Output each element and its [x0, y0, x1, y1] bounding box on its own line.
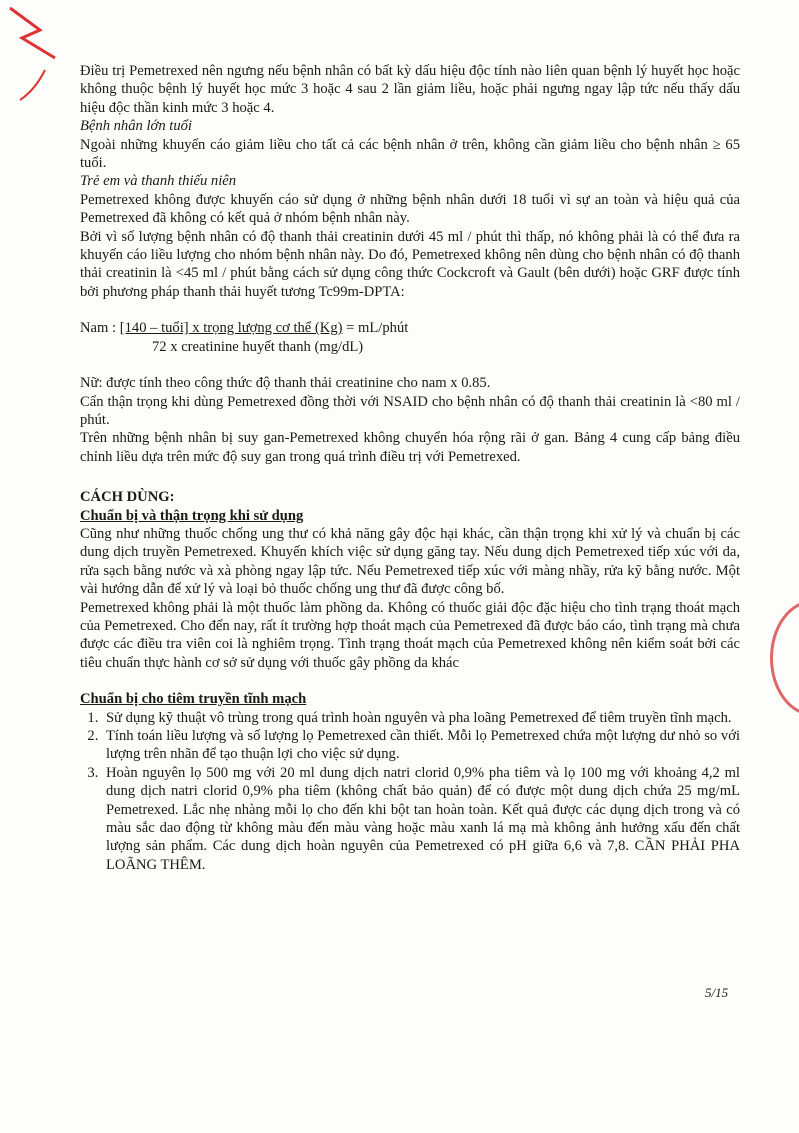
subheading-children: Trẻ em và thanh thiếu niên — [80, 173, 237, 190]
subheading-elderly: Bệnh nhân lớn tuổi — [80, 118, 192, 135]
page-number: 5/15 — [705, 985, 729, 1000]
paragraph-nsaid: Cẩn thận trọng khi dùng Pemetrexed đồng thời với NSAID cho bệnh nhân có độ thanh thải creatinin là <80 ml / phút. — [80, 393, 740, 428]
list-item: 1. Sử dụng kỹ thuật vô trùng trong quá trình hoàn nguyên và pha loãng Pemetrexed để tiêm truyền tĩnh mạch. — [102, 709, 740, 727]
iv-steps-list — [80, 709, 740, 875]
paragraph-elderly: Ngoài những khuyến cáo giảm liều cho tất cả các bệnh nhân ở trên, không cần giảm liều cho bệnh nhân ≥ 65 tuổi. — [80, 136, 740, 172]
document-body — [80, 62, 740, 874]
paragraph-extravasation: Pemetrexed không phải là một thuốc làm phồng da. Không có thuốc giải độc đặc hiệu cho tình trạng thoát mạch của Pemetrexed. Cho đến nay, rất ít trường hợp thoát mạch của Pemetrexed đã được báo cáo, tình trạng mà chưa được các điều tra viên coi là nghiêm trọng. Tình trạng thoát mạch của Pemetrexed không nên kiểm soát bởi các tiêu chuẩn thực hành cơ sở sử dụng với thuốc gây phồng da khác — [80, 599, 740, 671]
subheading-preparation: Chuẩn bị và thận trọng khi sử dụng — [80, 507, 304, 524]
paragraph-female: Nữ: được tính theo công thức độ thanh thải creatinine cho nam x 0.85. — [80, 375, 491, 392]
red-signature-mark — [0, 0, 60, 110]
paragraph-children: Pemetrexed không được khuyến cáo sử dụng ở những bệnh nhân dưới 18 tuổi vì sự an toàn và hiệu quả của Pemetrexed đã không có kết quả ở nhóm bệnh nhân này. — [80, 191, 740, 227]
list-item: 2. Tính toán liều lượng và số lượng lọ Pemetrexed cần thiết. Mỗi lọ Pemetrexed chứa một lượng dư nhỏ so với lượng trên nhãn để tạo thuận lợi cho việc sử dụng. — [102, 727, 740, 764]
paragraph-hepatic: Trên những bệnh nhân bị suy gan-Pemetrexed không chuyển hóa rộng rãi ở gan. Bảng 4 cung cấp bảng điều chỉnh liều dựa trên mức độ suy gan trong quá trình điều trị với Pemetrexed. — [80, 430, 740, 465]
formula-numerator: [140 – tuổi] x trọng lượng cơ thể (Kg) — [119, 320, 343, 337]
red-stamp — [770, 600, 799, 716]
cockcroft-gault-formula — [80, 319, 740, 356]
paragraph-handling: Cũng như những thuốc chống ung thư có khả năng gây độc hại khác, cần thận trọng khi xử lý và chuẩn bị các dung dịch truyền Pemetrexed. Khuyến khích việc sử dụng găng tay. Nếu dung dịch Pemetrexed tiếp xúc với da, rửa sạch bằng nước và xà phòng ngay lập tức. Nếu Pemetrexed tiếp xúc với màng nhầy, rửa kỹ bằng nước. Một vài hướng dẫn để xử lý và loại bỏ thuốc chống ung thư đã được công bố. — [80, 525, 740, 598]
formula-prefix: Nam : — [80, 320, 120, 337]
subheading-iv-preparation: Chuẩn bị cho tiêm truyền tĩnh mạch — [80, 691, 307, 708]
formula-denominator: 72 x creatinine huyết thanh (mg/dL) — [152, 338, 364, 355]
heading-usage: CÁCH DÙNG: — [80, 489, 175, 506]
formula-suffix: = mL/phút — [342, 320, 409, 337]
paragraph-creatinine: Bởi vì số lượng bệnh nhân có độ thanh thải creatinin dưới 45 ml / phút thì thấp, nó không phải là có thể đưa ra khuyến cáo liều lượng cho nhóm bệnh nhân này. Do đó, Pemetrexed không nên dùng cho bệnh nhân có độ thanh thải creatinin là <45 ml / phút bằng cách sử dụng công thức Cockcroft và Gault (bên dưới) hoặc GRF được tính bởi phương pháp thanh thải huyết tương Tc99m-DPTA: — [80, 228, 740, 300]
list-item: 3. Hoàn nguyên lọ 500 mg với 20 ml dung dịch natri clorid 0,9% pha tiêm và lọ 100 mg với khoảng 4,2 ml dung dịch natri clorid 0,9% pha tiêm (không chất bảo quản) để có được một dung dịch chứa 25 mg/mL Pemetrexed. Lắc nhẹ nhàng mỗi lọ cho đến khi bột tan hoàn toàn. Kết quả được các dụng dịch trong và có màu sắc dao động từ không màu đến màu vàng hoặc màu xanh lá mạ mà không ảnh hưởng xấu đến chất lượng sản phẩm. Các dung dịch hoàn nguyên của Pemetrexed có pH giữa 6,6 và 7,8. CẦN PHẢI PHA LOÃNG THÊM. — [102, 764, 740, 874]
paragraph-discontinue: Điều trị Pemetrexed nên ngưng nếu bệnh nhân có bất kỳ dấu hiệu độc tính nào liên quan bệnh lý huyết học hoặc không thuộc bệnh lý huyết học mức 3 hoặc 4 sau 2 lần giảm liều, hoặc phải ngưng ngay lập tức nếu thấy dấu hiệu độc thần kinh mức 3 hoặc 4. — [80, 63, 740, 116]
